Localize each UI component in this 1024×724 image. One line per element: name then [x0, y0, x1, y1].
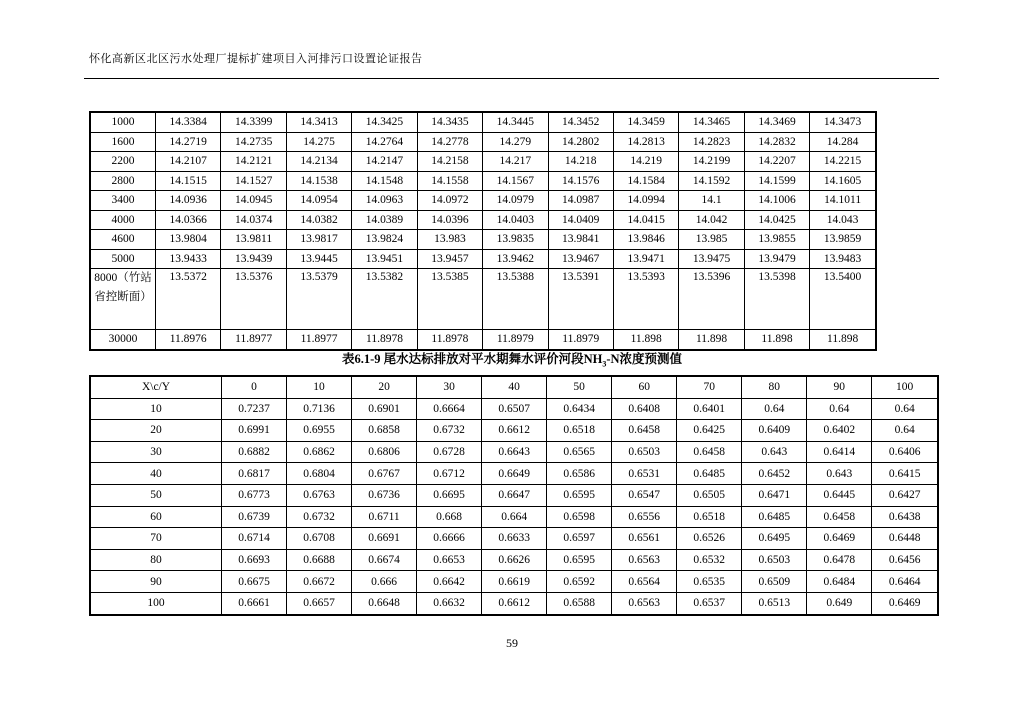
table-cell: 0.6402: [807, 420, 872, 442]
table-cell: 14.1605: [810, 171, 876, 191]
prediction-table-continued: [89, 111, 877, 351]
table-cell: 14.2823: [679, 132, 744, 152]
table-cell: 13.9445: [286, 249, 351, 269]
table-cell: 11.8979: [548, 330, 613, 350]
table-cell: 0.6445: [807, 484, 872, 506]
table-cell: 14.1: [679, 191, 744, 211]
table-cell: 14.0415: [613, 210, 678, 230]
table-cell: 0.6763: [287, 484, 352, 506]
table2-header: [90, 376, 938, 398]
table-cell: 13.5376: [221, 269, 286, 330]
table-cell: 0.6739: [222, 506, 287, 528]
table-cell: 0.6532: [677, 549, 742, 571]
table-cell: 0.6592: [547, 571, 612, 593]
table-row: [90, 112, 876, 132]
table-header-cell: X\c/Y: [90, 376, 222, 398]
table-cell: 0.6901: [352, 398, 417, 420]
table-row: [90, 330, 876, 350]
table-cell: 13.5372: [156, 269, 221, 330]
table-cell: 0.6666: [417, 528, 482, 550]
table-cell: 0.6495: [742, 528, 807, 550]
table-cell: 0.6597: [547, 528, 612, 550]
table-cell: 14.3435: [417, 112, 482, 132]
table-row: [90, 230, 876, 250]
row-label-cell: 10: [90, 398, 222, 420]
table-cell: 13.5388: [483, 269, 548, 330]
table-cell: 14.0972: [417, 191, 482, 211]
table-cell: 14.0945: [221, 191, 286, 211]
table-cell: 0.6547: [612, 484, 677, 506]
table-cell: 14.1558: [417, 171, 482, 191]
caption-text-prefix: 表6.1-9 尾水达标排放对平水期舞水评价河段NH: [341, 352, 603, 366]
table-cell: 0.6586: [547, 463, 612, 485]
table-cell: 14.3473: [810, 112, 876, 132]
table-cell: 0.6448: [872, 528, 938, 550]
table-cell: 14.1592: [679, 171, 744, 191]
table-cell: 0.6438: [872, 506, 938, 528]
table-cell: 0.6556: [612, 506, 677, 528]
table-cell: 0.6471: [742, 484, 807, 506]
document-header-title: 怀化高新区北区污水处理厂提标扩建项目入河排污口设置论证报告: [89, 52, 423, 65]
table-cell: 14.3425: [352, 112, 417, 132]
table-cell: 0.6414: [807, 441, 872, 463]
table-cell: 0.6595: [547, 549, 612, 571]
table-row: [90, 398, 938, 420]
table-cell: 13.9475: [679, 249, 744, 269]
table-cell: 13.5393: [613, 269, 678, 330]
table-cell: 13.5396: [679, 269, 744, 330]
table-cell: 0.6647: [482, 484, 547, 506]
table-cell: 0.6648: [352, 592, 417, 614]
table-cell: 14.219: [613, 152, 678, 172]
table1-body: [90, 112, 876, 350]
table-cell: 0.6695: [417, 484, 482, 506]
table-cell: 11.898: [744, 330, 809, 350]
table-cell: 14.0396: [417, 210, 482, 230]
table-cell: 13.5391: [548, 269, 613, 330]
table-cell: 0.6509: [742, 571, 807, 593]
table-cell: 0.6458: [807, 506, 872, 528]
row-label-cell: 2800: [90, 171, 156, 191]
table-cell: 0.6513: [742, 592, 807, 614]
table-header-cell: 50: [547, 376, 612, 398]
table-cell: 14.0963: [352, 191, 417, 211]
table-cell: 14.042: [679, 210, 744, 230]
table-cell: 0.6531: [612, 463, 677, 485]
table-cell: 0.6565: [547, 441, 612, 463]
table-row: [90, 463, 938, 485]
table-cell: 0.6817: [222, 463, 287, 485]
table-cell: 0.6434: [547, 398, 612, 420]
table-cell: 14.217: [483, 152, 548, 172]
table-cell: 14.0994: [613, 191, 678, 211]
table-cell: 0.6642: [417, 571, 482, 593]
table-header-cell: 100: [872, 376, 938, 398]
table-cell: 13.9457: [417, 249, 482, 269]
table-cell: 13.9479: [744, 249, 809, 269]
table-cell: 14.284: [810, 132, 876, 152]
row-label-cell: 3400: [90, 191, 156, 211]
table-cell: 0.6485: [677, 463, 742, 485]
table-cell: 13.983: [417, 230, 482, 250]
row-label-cell: 100: [90, 592, 222, 614]
table-cell: 0.6691: [352, 528, 417, 550]
table-cell: 0.7237: [222, 398, 287, 420]
table-cell: 14.2719: [156, 132, 221, 152]
row-label-cell: 20: [90, 420, 222, 442]
table-row: [90, 249, 876, 269]
table-cell: 14.2215: [810, 152, 876, 172]
table-cell: 0.6563: [612, 549, 677, 571]
table-cell: 14.0954: [286, 191, 351, 211]
table-cell: 14.1515: [156, 171, 221, 191]
table-cell: 14.0987: [548, 191, 613, 211]
table-cell: 0.6672: [287, 571, 352, 593]
table-row: [90, 571, 938, 593]
table-cell: 11.898: [679, 330, 744, 350]
table-header-cell: 0: [222, 376, 287, 398]
table-cell: 11.8978: [417, 330, 482, 350]
table-cell: 0.6458: [612, 420, 677, 442]
table-row: [90, 528, 938, 550]
table-cell: 0.6661: [222, 592, 287, 614]
table-cell: 14.0374: [221, 210, 286, 230]
table-row: [90, 171, 876, 191]
row-label-cell: 30000: [90, 330, 156, 350]
table-cell: 0.6518: [547, 420, 612, 442]
table-cell: 0.6469: [807, 528, 872, 550]
row-label-cell: 4000: [90, 210, 156, 230]
table-cell: 0.6526: [677, 528, 742, 550]
header-divider: [84, 78, 939, 79]
table-cell: 0.6693: [222, 549, 287, 571]
table-cell: 11.8977: [221, 330, 286, 350]
table-cell: 14.3469: [744, 112, 809, 132]
table-cell: 0.6736: [352, 484, 417, 506]
table-cell: 14.2764: [352, 132, 417, 152]
table-cell: 13.5382: [352, 269, 417, 330]
table-cell: 0.6535: [677, 571, 742, 593]
page-number: 59: [506, 636, 518, 650]
table-cell: 0.6991: [222, 420, 287, 442]
table-header-cell: 90: [807, 376, 872, 398]
table-cell: 14.1584: [613, 171, 678, 191]
row-label-cell: 60: [90, 506, 222, 528]
table-row: [90, 210, 876, 230]
table-cell: 0.6767: [352, 463, 417, 485]
table-cell: 13.9483: [810, 249, 876, 269]
table-cell: 0.6858: [352, 420, 417, 442]
table-cell: 14.3413: [286, 112, 351, 132]
table-cell: 13.985: [679, 230, 744, 250]
row-label-cell: 8000（竹站省控断面）: [90, 269, 156, 330]
table-cell: 14.0425: [744, 210, 809, 230]
table-cell: 0.664: [482, 506, 547, 528]
table-cell: 0.6619: [482, 571, 547, 593]
table-row: [90, 269, 876, 330]
caption-text-suffix: -N浓度预测值: [606, 352, 683, 366]
table-cell: 0.7136: [287, 398, 352, 420]
caption-subscript: 3: [602, 359, 607, 369]
table-cell: 0.6598: [547, 506, 612, 528]
row-label-cell: 50: [90, 484, 222, 506]
table-cell: 0.6564: [612, 571, 677, 593]
table-cell: 0.6806: [352, 441, 417, 463]
table-header-row: [90, 376, 938, 398]
table-row: [90, 484, 938, 506]
table-cell: 14.2121: [221, 152, 286, 172]
table-cell: 14.3384: [156, 112, 221, 132]
table-cell: 0.6503: [742, 549, 807, 571]
table-cell: 14.275: [286, 132, 351, 152]
table-cell: 14.279: [483, 132, 548, 152]
table-header-cell: 20: [352, 376, 417, 398]
table-cell: 11.898: [810, 330, 876, 350]
table-cell: 0.643: [807, 463, 872, 485]
table-cell: 0.6732: [287, 506, 352, 528]
table-cell: 0.6427: [872, 484, 938, 506]
row-label-cell: 90: [90, 571, 222, 593]
table-cell: 0.649: [807, 592, 872, 614]
table-cell: 11.8979: [483, 330, 548, 350]
table-cell: 0.6653: [417, 549, 482, 571]
table-cell: 13.9817: [286, 230, 351, 250]
table-cell: 0.6657: [287, 592, 352, 614]
table-cell: 14.1548: [352, 171, 417, 191]
table-cell: 0.6633: [482, 528, 547, 550]
table-cell: 0.643: [742, 441, 807, 463]
table-cell: 14.0366: [156, 210, 221, 230]
table-cell: 14.1576: [548, 171, 613, 191]
table-cell: 14.2207: [744, 152, 809, 172]
table-cell: 0.6518: [677, 506, 742, 528]
table-cell: 0.6456: [872, 549, 938, 571]
table-row: [90, 420, 938, 442]
row-label-cell: 30: [90, 441, 222, 463]
table-cell: 0.6712: [417, 463, 482, 485]
table-cell: 14.2134: [286, 152, 351, 172]
table-cell: 0.6626: [482, 549, 547, 571]
table-header-cell: 80: [742, 376, 807, 398]
table2-body: [90, 398, 938, 614]
table-cell: 13.5385: [417, 269, 482, 330]
table-cell: 0.6563: [612, 592, 677, 614]
table-cell: 14.0389: [352, 210, 417, 230]
table-cell: 0.6675: [222, 571, 287, 593]
table-cell: 13.9835: [483, 230, 548, 250]
table-cell: 0.666: [352, 571, 417, 593]
table-cell: 0.6664: [417, 398, 482, 420]
table-cell: 14.1006: [744, 191, 809, 211]
table-cell: 0.6505: [677, 484, 742, 506]
table-header-cell: 70: [677, 376, 742, 398]
table-cell: 11.8976: [156, 330, 221, 350]
table-cell: 0.6643: [482, 441, 547, 463]
table-cell: 0.6408: [612, 398, 677, 420]
table-cell: 13.9811: [221, 230, 286, 250]
table-cell: 14.0409: [548, 210, 613, 230]
table-caption: [0, 349, 1024, 369]
row-label-cell: 40: [90, 463, 222, 485]
row-label-cell: 4600: [90, 230, 156, 250]
table-cell: 14.043: [810, 210, 876, 230]
table-cell: 13.9804: [156, 230, 221, 250]
table-cell: 0.6425: [677, 420, 742, 442]
table-cell: 13.9471: [613, 249, 678, 269]
table-header-cell: 30: [417, 376, 482, 398]
table-cell: 0.6708: [287, 528, 352, 550]
table-cell: 14.2107: [156, 152, 221, 172]
table-header-cell: 10: [287, 376, 352, 398]
table-cell: 0.6469: [872, 592, 938, 614]
table-row: [90, 152, 876, 172]
table-cell: 0.6882: [222, 441, 287, 463]
table-cell: 13.9855: [744, 230, 809, 250]
table-cell: 0.6485: [742, 506, 807, 528]
table-cell: 14.3399: [221, 112, 286, 132]
table-cell: 14.1538: [286, 171, 351, 191]
table-cell: 14.0936: [156, 191, 221, 211]
table-cell: 14.218: [548, 152, 613, 172]
table-cell: 0.6588: [547, 592, 612, 614]
table-row: [90, 506, 938, 528]
table-cell: 13.9824: [352, 230, 417, 250]
table-cell: 14.1527: [221, 171, 286, 191]
table-cell: 14.1599: [744, 171, 809, 191]
table-cell: 0.6409: [742, 420, 807, 442]
table-row: [90, 441, 938, 463]
table-cell: 0.6732: [417, 420, 482, 442]
table-cell: 13.9859: [810, 230, 876, 250]
table-cell: 0.6595: [547, 484, 612, 506]
table-cell: 11.8977: [286, 330, 351, 350]
table-cell: 14.1011: [810, 191, 876, 211]
table-cell: 13.9467: [548, 249, 613, 269]
table-cell: 0.6649: [482, 463, 547, 485]
row-label-cell: 5000: [90, 249, 156, 269]
table-cell: 0.6688: [287, 549, 352, 571]
table-cell: 13.5398: [744, 269, 809, 330]
table-row: [90, 592, 938, 614]
table-cell: 0.668: [417, 506, 482, 528]
table-cell: 0.6674: [352, 549, 417, 571]
table-cell: 14.3452: [548, 112, 613, 132]
table-cell: 14.2813: [613, 132, 678, 152]
table-cell: 0.64: [872, 420, 938, 442]
table-row: [90, 549, 938, 571]
table-cell: 0.6503: [612, 441, 677, 463]
table-cell: 0.6458: [677, 441, 742, 463]
row-label-cell: 2200: [90, 152, 156, 172]
table-cell: 11.8978: [352, 330, 417, 350]
table-cell: 13.9433: [156, 249, 221, 269]
table-cell: 0.6415: [872, 463, 938, 485]
row-label-cell: 1600: [90, 132, 156, 152]
table-cell: 14.3459: [613, 112, 678, 132]
table-cell: 0.6478: [807, 549, 872, 571]
table-cell: 0.6955: [287, 420, 352, 442]
table-cell: 0.6507: [482, 398, 547, 420]
table-cell: 14.0382: [286, 210, 351, 230]
table-cell: 14.3465: [679, 112, 744, 132]
table-cell: 13.9846: [613, 230, 678, 250]
table-cell: 0.6561: [612, 528, 677, 550]
table-cell: 0.6464: [872, 571, 938, 593]
table-cell: 13.9439: [221, 249, 286, 269]
table-cell: 11.898: [613, 330, 678, 350]
table-cell: 0.64: [807, 398, 872, 420]
table-cell: 0.6804: [287, 463, 352, 485]
table-cell: 0.6484: [807, 571, 872, 593]
table-cell: 14.1567: [483, 171, 548, 191]
table-cell: 14.0403: [483, 210, 548, 230]
table-cell: 0.6452: [742, 463, 807, 485]
table-cell: 13.9462: [483, 249, 548, 269]
table-cell: 13.9841: [548, 230, 613, 250]
table-header-cell: 60: [612, 376, 677, 398]
nh3n-concentration-table: [89, 375, 939, 616]
table-cell: 0.6714: [222, 528, 287, 550]
table-cell: 0.6401: [677, 398, 742, 420]
table-cell: 13.5400: [810, 269, 876, 330]
table-row: [90, 191, 876, 211]
table-row: [90, 132, 876, 152]
table-cell: 0.6537: [677, 592, 742, 614]
table-cell: 0.6612: [482, 592, 547, 614]
table-cell: 14.2832: [744, 132, 809, 152]
row-label-cell: 70: [90, 528, 222, 550]
table-cell: 0.6612: [482, 420, 547, 442]
table-cell: 14.0979: [483, 191, 548, 211]
table-cell: 13.5379: [286, 269, 351, 330]
table-cell: 0.6862: [287, 441, 352, 463]
table-cell: 0.6406: [872, 441, 938, 463]
table-cell: 14.2735: [221, 132, 286, 152]
table-cell: 14.2147: [352, 152, 417, 172]
table-cell: 13.9451: [352, 249, 417, 269]
table-cell: 0.6728: [417, 441, 482, 463]
table-cell: 14.2802: [548, 132, 613, 152]
table-cell: 0.6773: [222, 484, 287, 506]
table-cell: 14.2158: [417, 152, 482, 172]
table-cell: 0.6632: [417, 592, 482, 614]
row-label-cell: 1000: [90, 112, 156, 132]
table-cell: 14.3445: [483, 112, 548, 132]
table-cell: 14.2199: [679, 152, 744, 172]
table-cell: 0.64: [872, 398, 938, 420]
table-cell: 0.64: [742, 398, 807, 420]
table-cell: 0.6711: [352, 506, 417, 528]
table-header-cell: 40: [482, 376, 547, 398]
table-cell: 14.2778: [417, 132, 482, 152]
row-label-cell: 80: [90, 549, 222, 571]
